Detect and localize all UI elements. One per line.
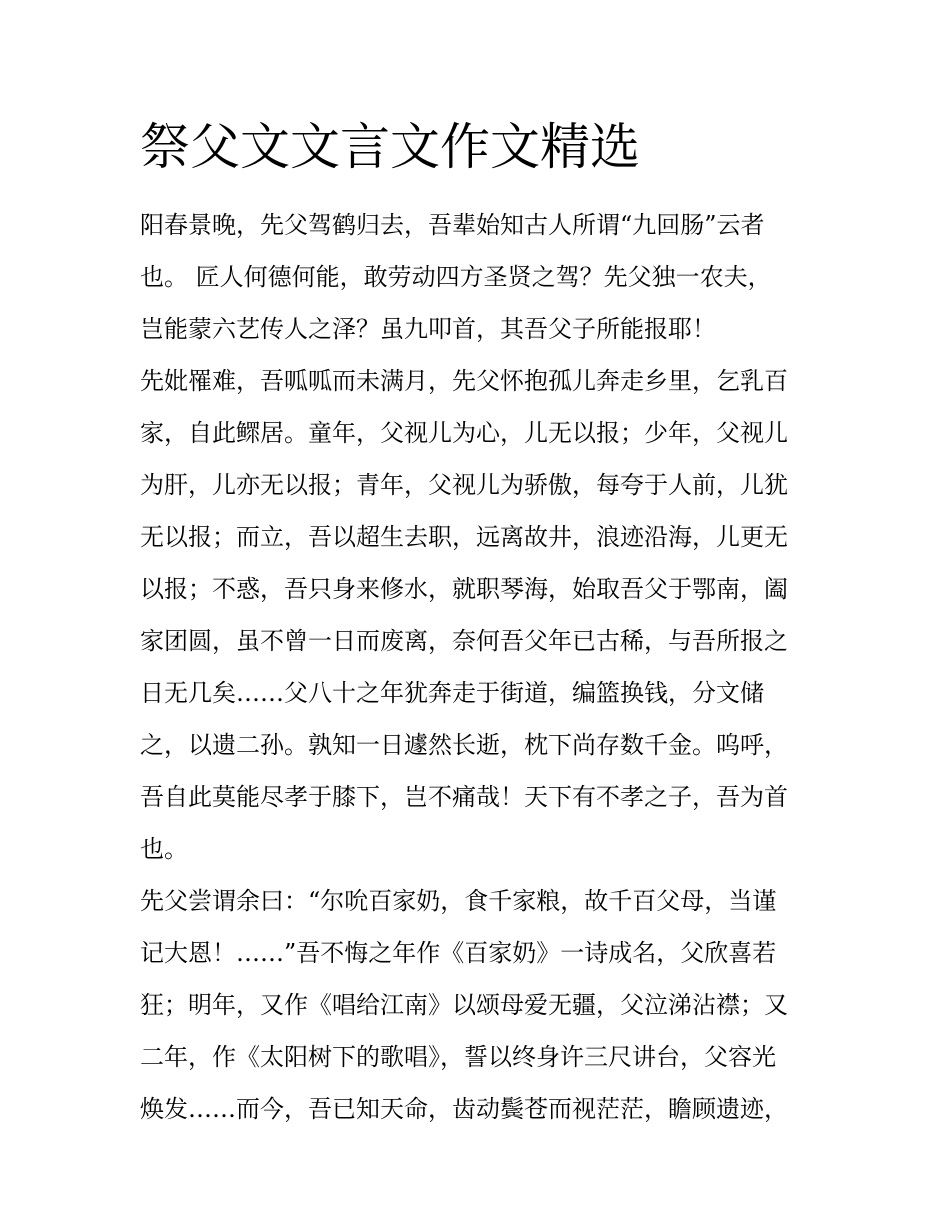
text-line-10: 日无几矣……父八十之年犹奔走于街道，编篮换钱，分文储 xyxy=(140,679,764,707)
text-line-17: 二年，作《太阳树下的歌唱》，誓以终身许三尺讲台，父容光 xyxy=(140,1043,776,1071)
text-line-3: 岂能蒙六艺传人之泽？虽九叩首，其吾父子所能报耶！ xyxy=(140,315,716,343)
text-line-4: 先妣罹难，吾呱呱而未满月，先父怀抱孤儿奔走乡里，乞乳百 xyxy=(140,367,788,395)
text-line-9: 家团圆，虽不曾一日而废离，奈何吾父年已古稀，与吾所报之 xyxy=(140,627,788,655)
text-line-5: 家，自此鳏居。童年，父视儿为心，儿无以报；少年，父视儿 xyxy=(140,419,788,447)
text-line-16: 狂；明年，又作《唱给江南》以颂母爱无疆，父泣涕沾襟；又 xyxy=(140,991,788,1019)
text-line-11: 之，以遗二孙。孰知一日遽然长逝，枕下尚存数千金。呜呼， xyxy=(140,731,788,759)
text-line-8: 以报；不惑，吾只身来修水，就职琴海，始取吾父于鄂南，阖 xyxy=(140,575,788,603)
text-line-12: 吾自此莫能尽孝于膝下，岂不痛哉！天下有不孝之子，吾为首 xyxy=(140,783,788,811)
document-body xyxy=(140,199,820,1135)
text-line-14: 先父尝谓余曰：“尔吮百家奶，食千家粮，故千百父母，当谨 xyxy=(140,887,777,915)
text-line-7: 无以报；而立，吾以超生去职，远离故井，浪迹沿海，儿更无 xyxy=(140,523,788,551)
text-line-2: 也。 匠人何德何能，敢劳动四方圣贤之驾？先父独一农夫， xyxy=(140,263,772,291)
document-title: 祭父文文言文作文精选 xyxy=(140,118,640,176)
text-line-1: 阳春景晚，先父驾鹤归去，吾辈始知古人所谓“九回肠”云者 xyxy=(140,211,765,239)
text-line-18: 焕发……而今，吾已知天命，齿动鬓苍而视茫茫，瞻顾遗迹， xyxy=(140,1095,788,1123)
text-line-6: 为肝，儿亦无以报；青年，父视儿为骄傲，每夸于人前，儿犹 xyxy=(140,471,788,499)
text-line-13: 也。 xyxy=(140,835,188,863)
text-line-15: 记大恩！……”吾不悔之年作《百家奶》一诗成名，父欣喜若 xyxy=(140,939,777,967)
